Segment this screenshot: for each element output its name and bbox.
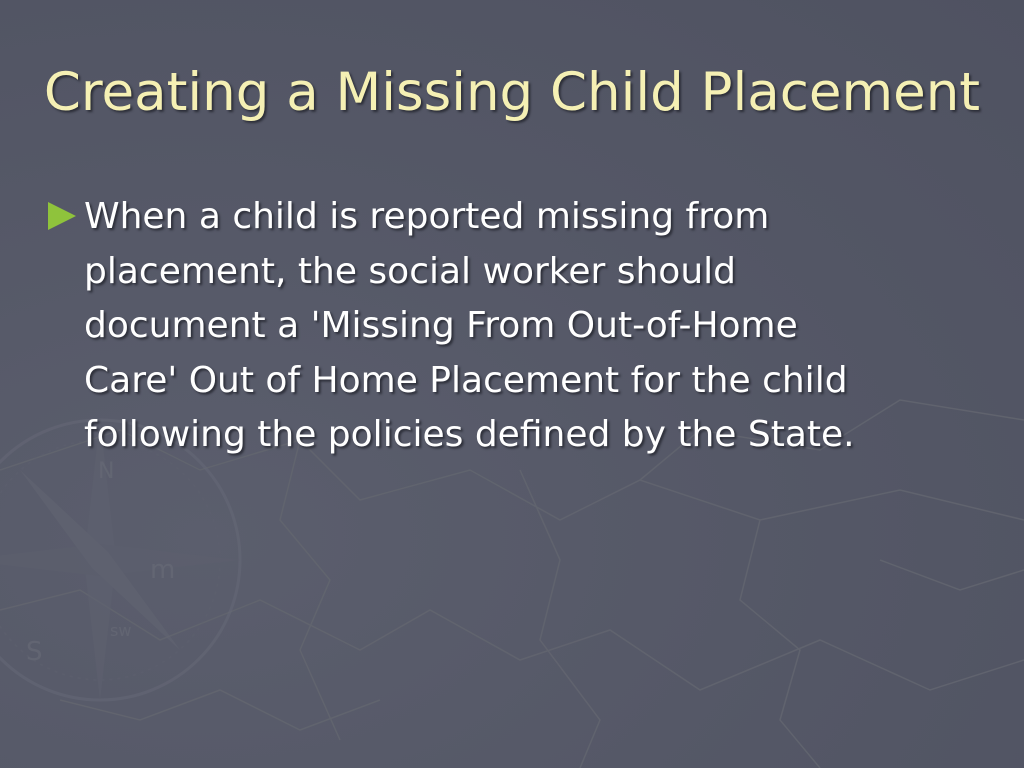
compass-letter-m: m xyxy=(150,555,176,585)
bullet-line: Care' Out of Home Placement for the child xyxy=(84,359,848,401)
bullet-line: When a child is reported missing from xyxy=(84,196,770,237)
bullet-line: following the policies defined by the State. xyxy=(84,414,855,455)
bullet-line: placement, the social worker should xyxy=(84,250,736,292)
bullet-item xyxy=(44,190,944,463)
compass-letter-n: N xyxy=(98,459,115,484)
bullet-line: document a 'Missing From Out-of-Home xyxy=(84,305,798,346)
bullet-text xyxy=(84,190,944,463)
compass-letter-s: S xyxy=(26,637,43,667)
compass-letter-sw: sw xyxy=(110,621,132,640)
triangle-bullet-icon xyxy=(44,196,80,236)
slide-title: Creating a Missing Child Placement xyxy=(43,62,981,123)
